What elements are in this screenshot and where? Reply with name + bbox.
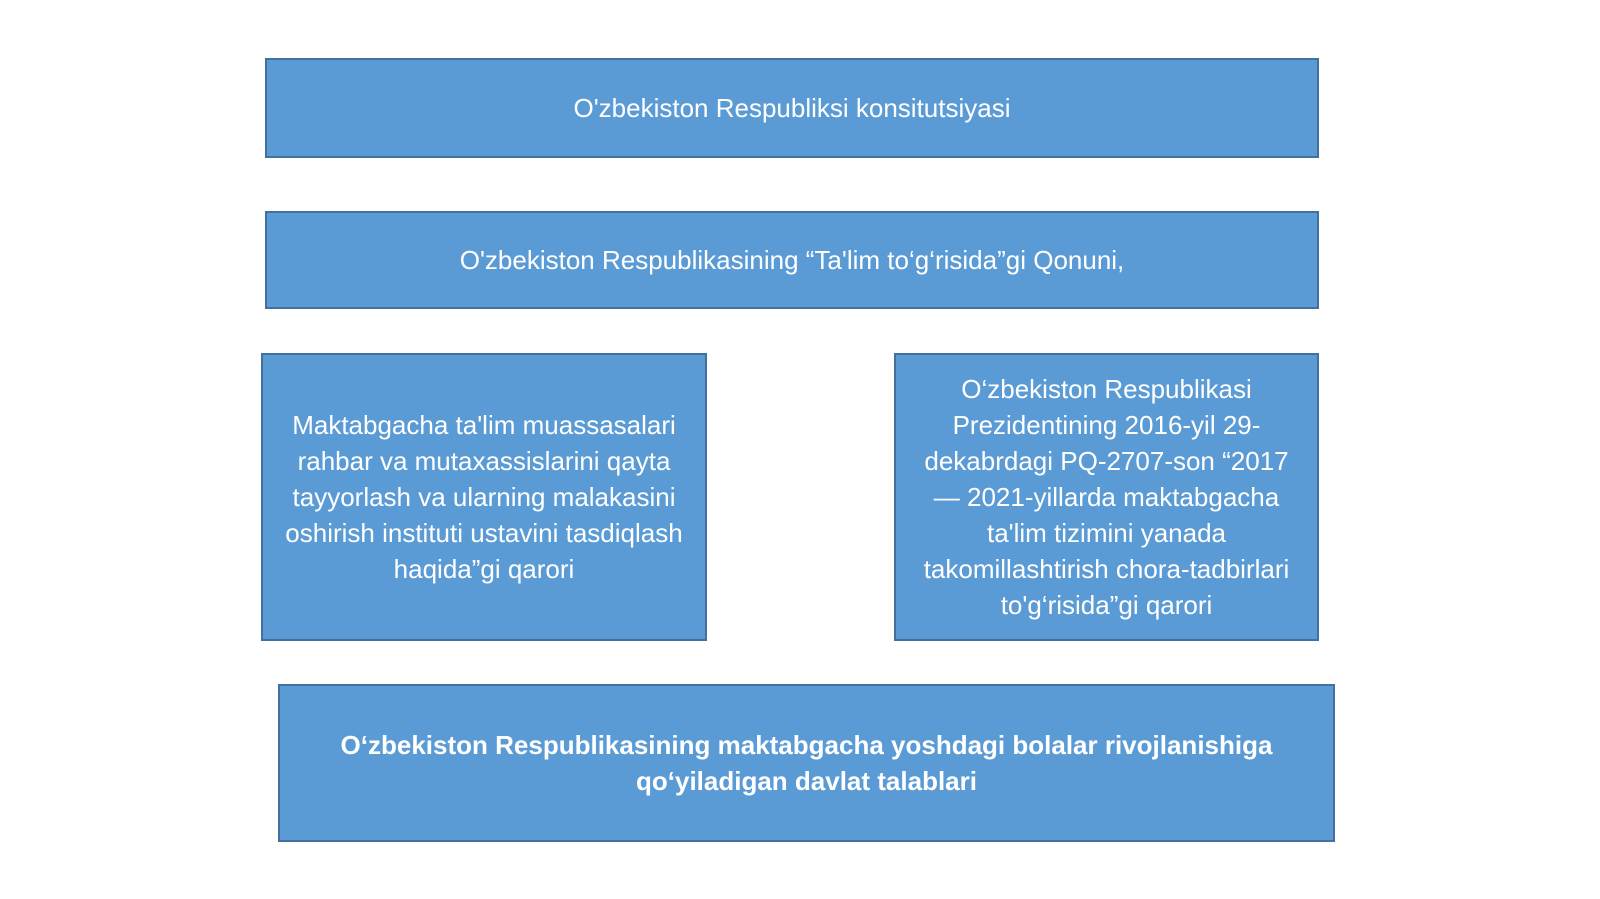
president-decree-text: O‘zbekiston Respublikasi Prezidentining 2016-yil 29-dekabrdagi PQ-2707-son “2017 — 2021-yillarda maktabgacha ta'lim tizimini yanada takomillashtirish chora-tadbirlari to'g‘risida”gi qarori: [923, 374, 1290, 620]
constitution-box: [265, 58, 1319, 158]
president-decree-box: [894, 353, 1319, 641]
state-requirements-box: [278, 684, 1335, 842]
institute-decree-text: Maktabgacha ta'lim muassasalari rahbar va mutaxassislarini qayta tayyorlash va ularning malakasini oshirish instituti ustavini tasdiqlash haqida”gi qarori: [285, 410, 683, 584]
education-law-box: [265, 211, 1319, 309]
state-requirements-text: O‘zbekiston Respublikasining maktabgacha yoshdagi bolalar rivojlanishiga qo‘yiladigan davlat talablari: [340, 730, 1273, 796]
education-law-text: O'zbekiston Respublikasining “Ta'lim to‘g‘risida”gi Qonuni,: [459, 245, 1125, 275]
institute-decree-box: [261, 353, 707, 641]
constitution-text: O'zbekiston Respubliksi konsitutsiyasi: [573, 93, 1011, 123]
